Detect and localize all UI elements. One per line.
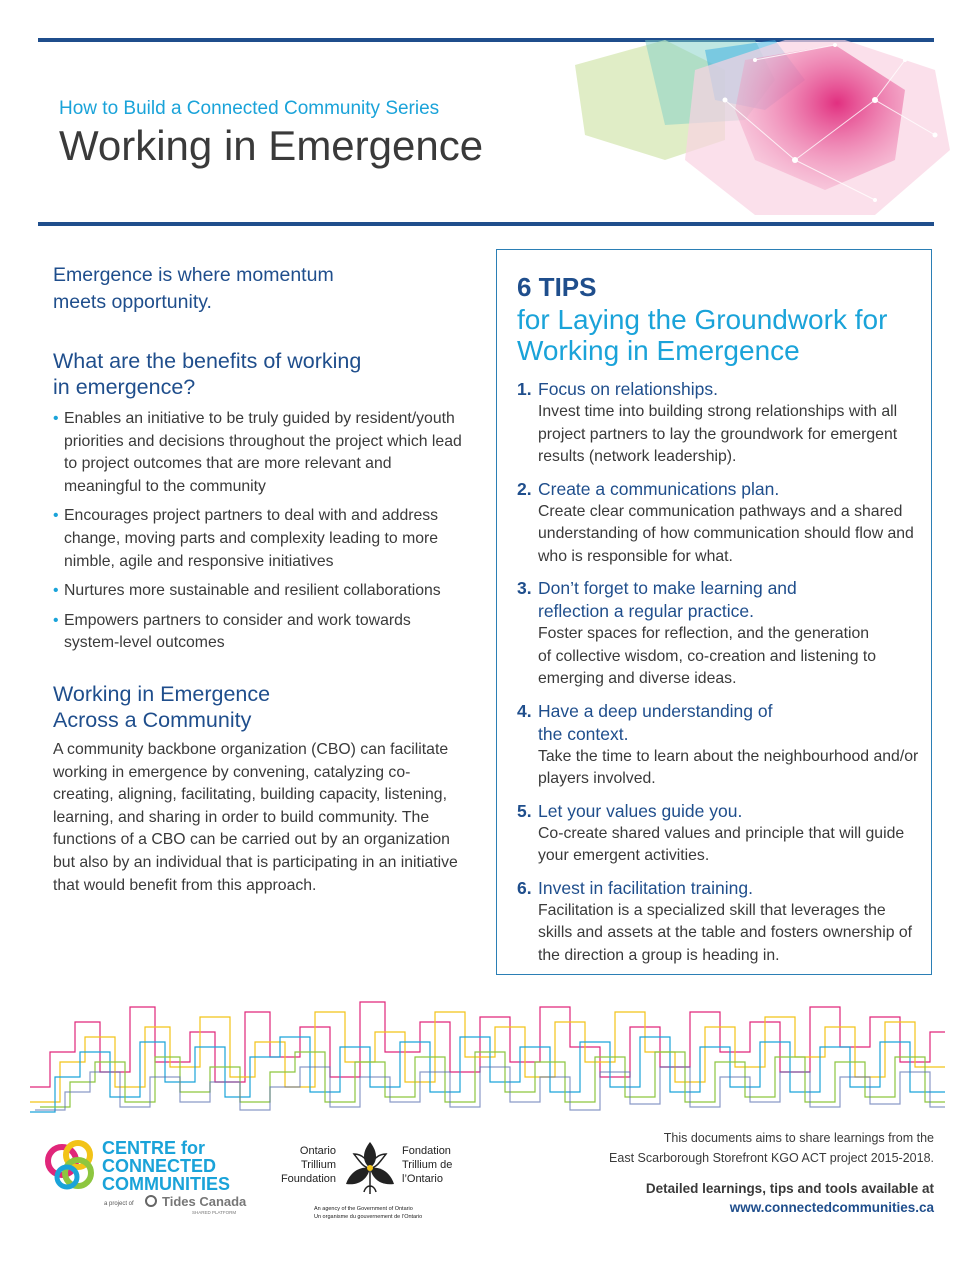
tip-item — [517, 700, 922, 791]
community-text: A community backbone organization (CBO) can facilitate working in emergence by convening, catalyzing co-creating, aligning, facilitating, building capacity, listening, learning, and sharing in order to build community. The functions of a CBO can be carried out by an organization but also by an individual that is participating in an initiative that would benefit from this approach. — [53, 740, 458, 894]
benefit-item: • Empowers partners to consider and work towards system-level outcomes — [53, 610, 463, 655]
tip-text: Invest time into building strong relationships with all project partners to lay the groundwork for emergent results (network leadership). — [538, 403, 898, 465]
footer-note-line-2: East Scarborough Storefront KGO ACT project 2015-2018. — [609, 1151, 934, 1165]
otf-name-en: Ontario Trillium Foundation — [280, 1145, 336, 1185]
benefit-item: • Nurtures more sustainable and resilient collaborations — [53, 580, 463, 603]
tip-heading: Create a communications plan. — [538, 478, 780, 499]
tides-canada-label: Tides Canada — [162, 1194, 247, 1209]
ccc-project-label: a project of — [104, 1201, 134, 1207]
tip-heading: Invest in facilitation training. — [538, 877, 753, 898]
network-hexagon-graphic — [555, 40, 955, 220]
tip-heading: Let your values guide you. — [538, 800, 743, 821]
otf-agency-en: An agency of the Government of Ontario — [314, 1206, 413, 1212]
benefits-heading: What are the benefits of working in emergence? — [53, 349, 362, 399]
tip-item — [517, 800, 922, 868]
ccc-line-2: CONNECTED — [102, 1156, 217, 1176]
tip-item — [517, 577, 922, 691]
ccc-line-1: CENTRE for — [102, 1138, 205, 1158]
tip-item — [517, 378, 922, 469]
tip-item — [517, 877, 922, 968]
ccc-logo — [42, 1137, 257, 1222]
series-label: How to Build a Connected Community Series — [59, 98, 440, 119]
otf-name-fr: Fondation Trillium de l’Ontario — [402, 1145, 453, 1185]
tip-heading: Have a deep understanding of the context. — [538, 700, 773, 744]
tips-count: 6 TIPS — [517, 272, 597, 302]
tips-title: for Laying the Groundwork for Working in Emergence — [517, 304, 888, 366]
tip-text: Co-create shared values and principle that will guide your emergent activities. — [538, 824, 905, 864]
community-heading: Working in Emergence Across a Community — [53, 681, 271, 732]
intro-text: Emergence is where momentum meets opportunity. — [53, 264, 334, 313]
left-column — [53, 262, 463, 897]
page-title: Working in Emergence — [59, 122, 484, 169]
benefit-item: • Encourages project partners to deal with and address change, moving parts and complexity leading to more nimble, agile and responsive initiatives — [53, 505, 463, 573]
tip-text: Take the time to learn about the neighbourhood and/or players involved. — [538, 747, 919, 787]
tip-number: 6. — [517, 877, 532, 898]
footer-cta: Detailed learnings, tips and tools available at — [645, 1181, 934, 1196]
tip-number: 4. — [517, 700, 532, 721]
tip-number: 1. — [517, 379, 532, 399]
trillium-icon — [342, 1140, 398, 1196]
otf-agency-fr: Un organisme du gouvernement de l’Ontario — [314, 1214, 423, 1220]
footer-note-line-1: This documents aims to share learnings from the — [663, 1131, 934, 1145]
benefit-item: • Enables an initiative to be truly guided by resident/youth priorities and decisions throughout the project which lead to project outcomes that are more relevant and meaningful to the community — [53, 408, 463, 498]
tip-text: Foster spaces for reflection, and the generation of collective wisdom, co-creation and listening to emerging and diverse ideas. — [538, 625, 877, 687]
tip-number: 2. — [517, 478, 532, 499]
tides-canada-icon — [145, 1195, 157, 1207]
city-skyline-graphic — [30, 992, 945, 1117]
tips-list — [517, 378, 922, 976]
footer-url-link[interactable]: www.connectedcommunities.ca — [729, 1200, 934, 1215]
benefits-list — [53, 408, 463, 655]
tip-heading: Don’t forget to make learning and reflection a regular practice. — [538, 578, 797, 621]
tip-number: 5. — [517, 800, 532, 821]
ccc-rings-icon — [42, 1137, 102, 1197]
header-bottom-rule — [38, 222, 934, 226]
tip-item — [517, 478, 922, 569]
tip-text: Create clear communication pathways and a shared understanding of how communication should flow and who is responsible for what. — [538, 502, 914, 565]
otf-logo — [276, 1140, 476, 1230]
tips-box — [496, 249, 932, 975]
tip-heading: Focus on relationships. — [538, 379, 718, 399]
tides-shared-platform: SHARED PLATFORM — [192, 1210, 237, 1215]
tip-text: Facilitation is a specialized skill that leverages the skills and assets at the table and fosters ownership of the direction a group is heading in. — [538, 901, 913, 964]
tip-number: 3. — [517, 578, 532, 598]
ccc-line-3: COMMUNITIES — [102, 1174, 230, 1194]
